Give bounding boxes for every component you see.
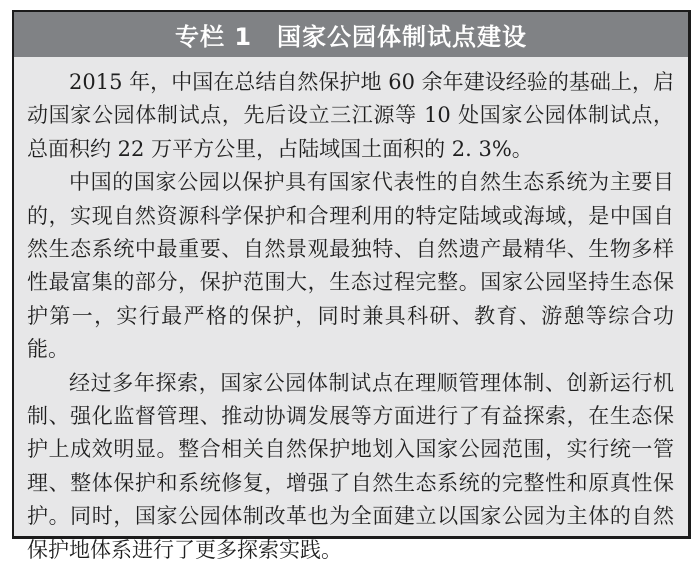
column-box-body (14, 57, 688, 567)
column-box (12, 10, 691, 562)
paragraph-park-definition: 中国的国家公园以保护具有国家代表性的自然生态系统为主要目的，实现自然资源科学保护和合理利用的特定陆域或海域，是中国自然生态系统中最重要、自然景观最独特、自然遗产最精华、生物多样性最富集的部分，保护范围大，生态过程完整。国家公园坚持生态保护第一，实行最严格的保护，同时兼具科研、教育、游憩等综合功能。 (27, 170, 674, 362)
paragraph-pilot-launch: 2015 年，中国在总结自然保护地 60 余年建设经验的基础上，启动国家公园体制试点，先后设立三江源等 10 处国家公园体制试点，总面积约 22 万平方公里，占陆域国土面积的 2. 3%。 (27, 70, 674, 161)
column-box-header (14, 12, 688, 57)
column-box-title: 专栏 1 国家公园体制试点建设 (174, 23, 528, 51)
paragraph-reform-results: 经过多年探索，国家公园体制试点在理顺管理体制、创新运行机制、强化监督管理、推动协调发展等方面进行了有益探索，在生态保护上成效明显。整合相关自然保护地划入国家公园范围，实行统一管理、整体保护和系统修复，增强了自然生态系统的完整性和原真性保护。同时，国家公园体制改革也为全面建立以国家公园为主体的自然保护地体系进行了更多探索实践。 (27, 370, 674, 562)
